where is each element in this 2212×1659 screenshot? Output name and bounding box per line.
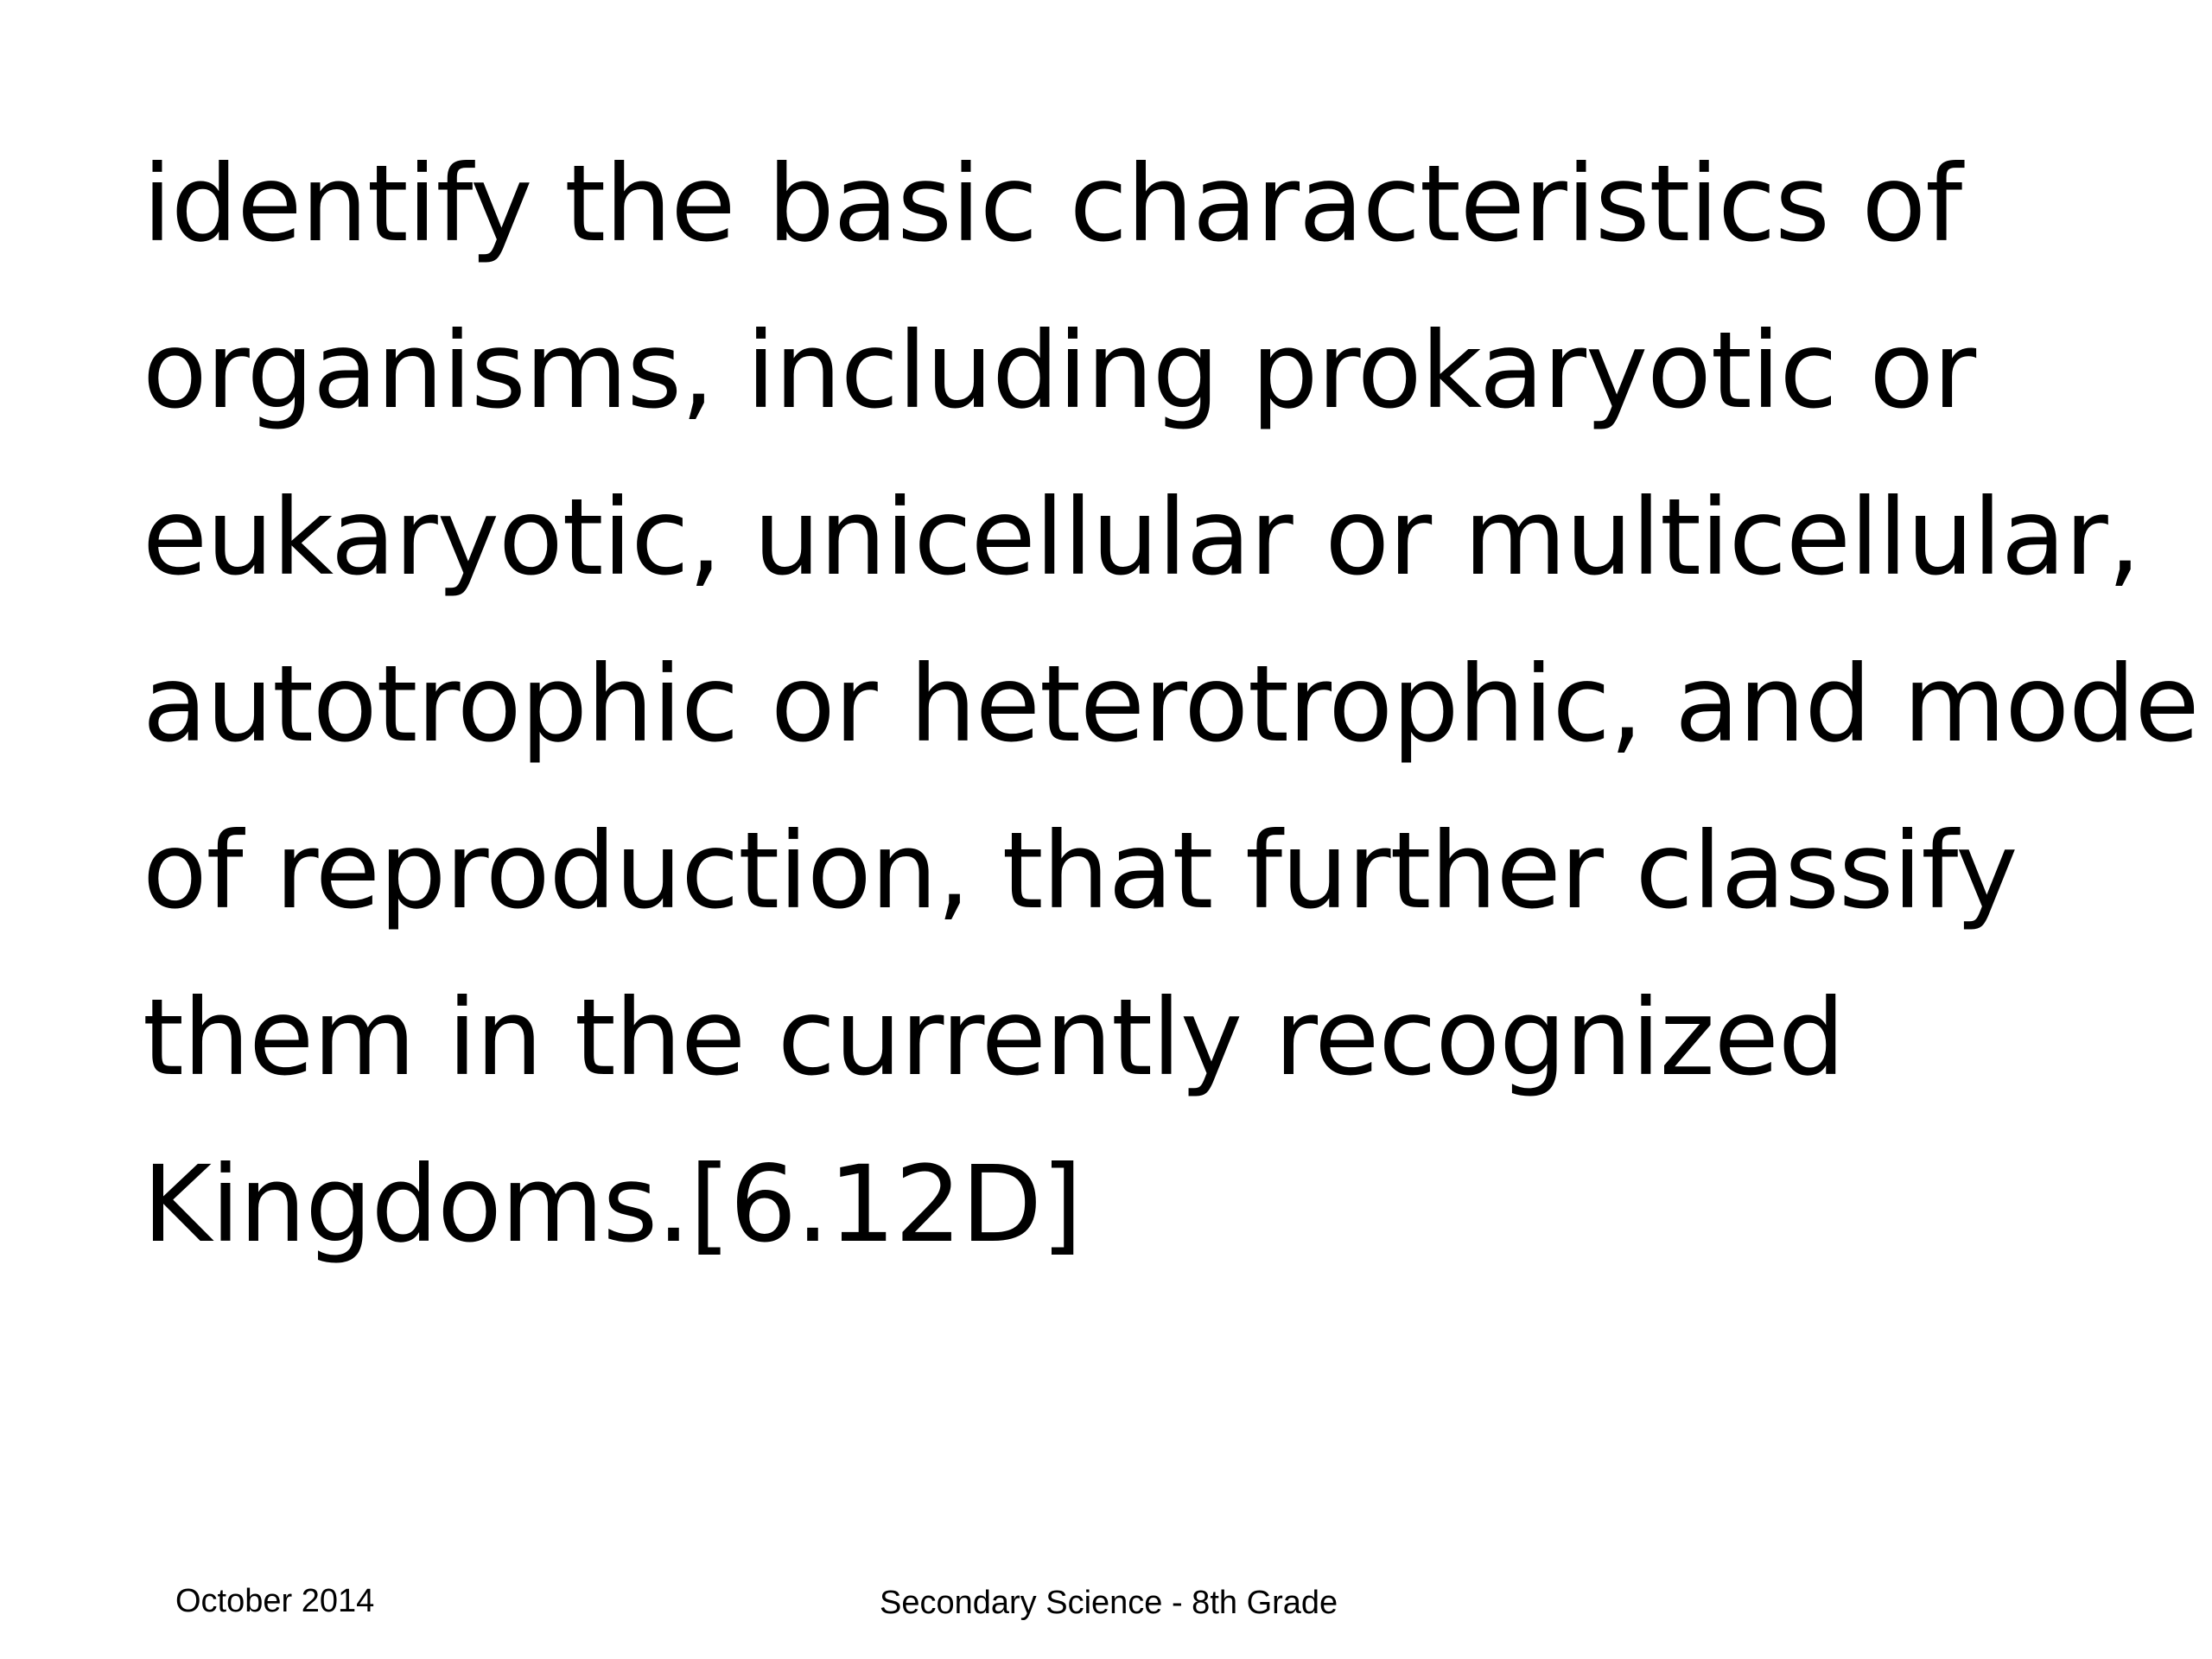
standard-text-line: eukaryotic, unicellular or multicellular, bbox=[143, 476, 2140, 599]
footer-date: October 2014 bbox=[175, 1583, 375, 1619]
standard-text-line: autotrophic or heterotrophic, and mode bbox=[143, 643, 2199, 766]
standard-text bbox=[143, 121, 2199, 1288]
footer-course: Secondary Science - 8th Grade bbox=[880, 1585, 1338, 1621]
standard-text-line: organisms, including prokaryotic or bbox=[143, 309, 1976, 432]
standard-text-line: Kingdoms.[6.12D] bbox=[143, 1143, 1082, 1266]
standard-text-line: them in the currently recognized bbox=[143, 976, 1845, 1099]
standard-text-line: of reproduction, that further classify bbox=[143, 810, 2018, 932]
standard-text-line: identify the basic characteristics of bbox=[143, 143, 1962, 265]
